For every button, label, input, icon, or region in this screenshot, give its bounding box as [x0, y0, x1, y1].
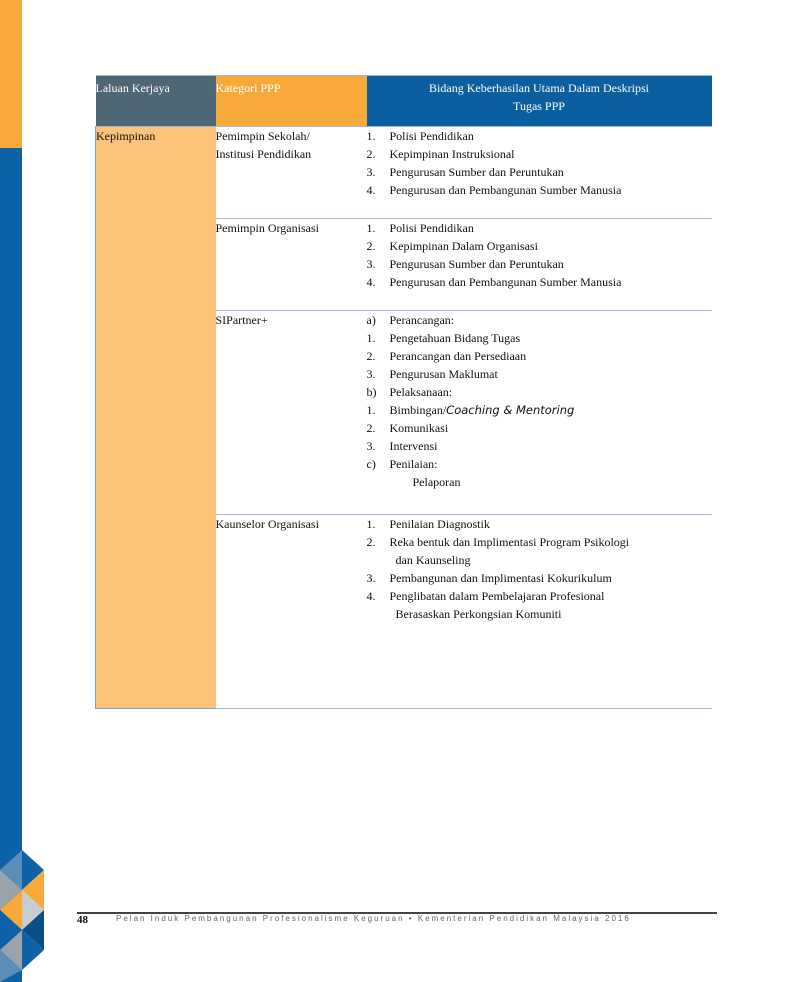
key-results-list — [367, 127, 712, 199]
category-label-cont: Institusi Pendidikan — [215, 147, 312, 161]
key-results-list — [367, 219, 712, 291]
section-b: b) Pelaksanaan: — [366, 385, 453, 399]
list-item: 3. Pengurusan Sumber dan Peruntukan — [366, 257, 564, 271]
decorative-triangles — [0, 850, 50, 982]
key-results-cell — [367, 515, 712, 709]
list-item: 4. Pengurusan dan Pembangunan Sumber Manusia — [366, 275, 622, 289]
list-item: 2. Komunikasi — [366, 421, 449, 435]
list-item: 3. Pengurusan Maklumat — [366, 367, 498, 381]
list-item: 2. Reka bentuk dan Implimentasi Program Psikologi dan Kaunseling — [366, 535, 630, 567]
list-item: 1. Bimbingan/Coaching & Mentoring — [366, 403, 575, 417]
header-key-results — [367, 76, 712, 127]
list-item: 1. Pengetahuan Bidang Tugas — [366, 331, 521, 345]
career-path-cell — [96, 127, 216, 709]
category-cell — [216, 311, 367, 515]
key-results-list — [367, 515, 712, 623]
key-results-cell — [367, 219, 712, 311]
table-row — [96, 127, 712, 219]
header-career-path: Laluan Kerjaya — [96, 76, 216, 127]
header-key-results-line2: Tugas PPP — [513, 99, 565, 113]
list-item: 3. Pembangunan dan Implimentasi Kokurikulum — [366, 571, 612, 585]
list-item: 3. Pengurusan Sumber dan Peruntukan — [366, 165, 564, 179]
category-label: Pemimpin Organisasi — [215, 221, 319, 235]
list-item: 2. Kepimpinan Dalam Organisasi — [366, 239, 538, 253]
career-path-label: Kepimpinan — [96, 129, 156, 143]
table-header-row — [96, 76, 712, 127]
category-cell — [216, 219, 367, 311]
list-item: 2. Kepimpinan Instruksional — [366, 147, 515, 161]
category-label: Kaunselor Organisasi — [215, 517, 319, 531]
footer-title: Pelan Induk Pembangunan Profesionalisme Keguruan • Kementerian Pendidikan Malaysia 2016 — [116, 914, 631, 923]
section-c: c) Penilaian: — [366, 457, 438, 471]
header-key-results-line1: Bidang Keberhasilan Utama Dalam Deskripsi — [429, 81, 649, 95]
list-item: 2. Perancangan dan Persediaan — [366, 349, 527, 363]
category-label: SIPartner+ — [215, 313, 268, 327]
key-results-cell — [367, 311, 712, 515]
category-cell — [216, 515, 367, 709]
section-a: a) Perancangan: — [366, 313, 455, 327]
section-a-list — [367, 329, 712, 383]
list-item: 1. Polisi Pendidikan — [366, 129, 474, 143]
side-bar-orange — [0, 0, 22, 148]
list-item: 3. Intervensi — [366, 439, 438, 453]
list-item: 1. Polisi Pendidikan — [366, 221, 474, 235]
list-item: 4. Pengurusan dan Pembangunan Sumber Manusia — [366, 183, 622, 197]
section-c-item: Pelaporan — [412, 475, 461, 489]
list-item: 1. Penilaian Diagnostik — [366, 517, 490, 531]
list-item: 4. Penglibatan dalam Pembelajaran Profesional Berasaskan Perkongsian Komuniti — [366, 589, 605, 621]
ppp-table — [95, 75, 712, 709]
page-number: 48 — [77, 914, 88, 926]
section-b-list — [367, 401, 712, 455]
category-cell — [216, 127, 367, 219]
category-label: Pemimpin Sekolah/ — [215, 129, 310, 143]
key-results-cell — [367, 127, 712, 219]
header-category: Kategori PPP — [216, 76, 367, 127]
